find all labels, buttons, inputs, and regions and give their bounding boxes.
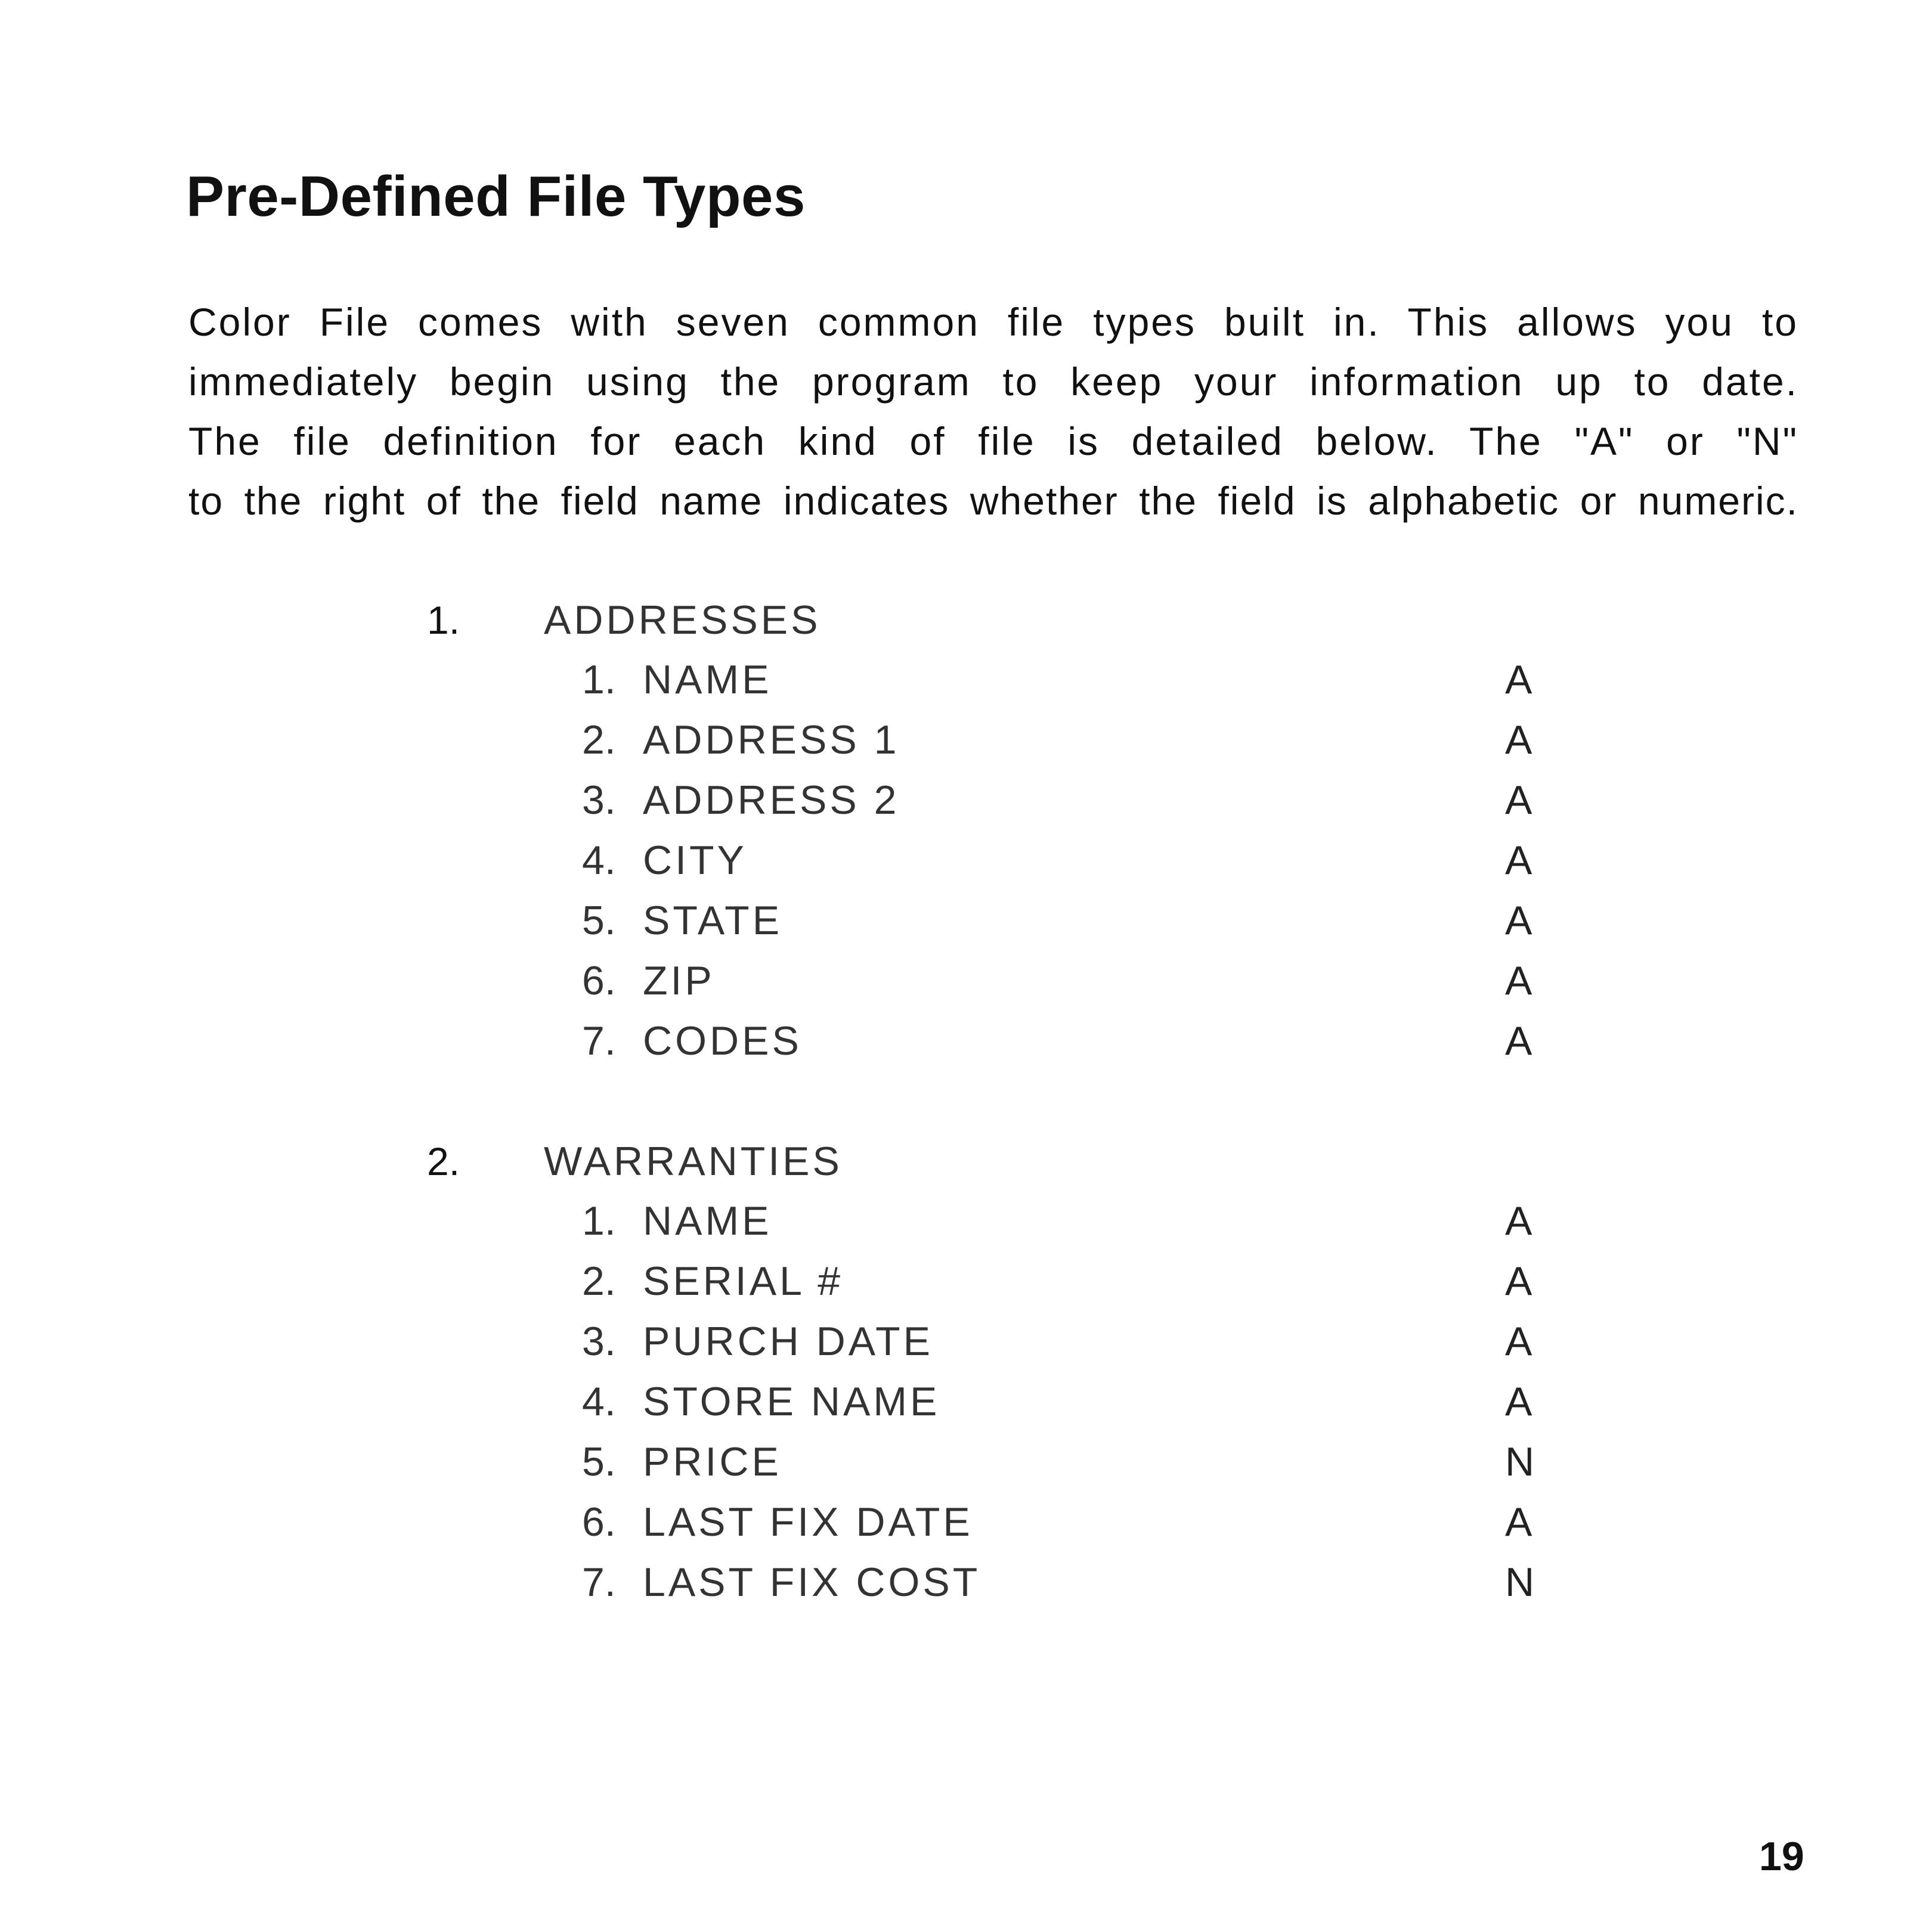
field-name: CODES — [643, 1018, 802, 1064]
file-type-addresses — [0, 590, 1932, 1071]
field-name: LAST FIX COST — [643, 1560, 981, 1605]
field-kind: A — [1505, 657, 1532, 702]
field-name: NAME — [643, 1198, 772, 1244]
field-number: 6. — [582, 958, 616, 1003]
field-number: 4. — [582, 1379, 616, 1424]
field-name: LAST FIX DATE — [643, 1499, 973, 1545]
page-title: Pre-Defined File Types — [186, 165, 806, 228]
field-kind: N — [1505, 1560, 1535, 1605]
field-number: 1. — [582, 1198, 616, 1244]
field-kind: A — [1505, 1018, 1532, 1064]
field-name: ADDRESS 2 — [643, 777, 900, 823]
field-number: 2. — [582, 717, 616, 763]
file-type-warranties — [0, 1132, 1932, 1613]
field-number: 2. — [582, 1259, 616, 1304]
field-kind: A — [1505, 838, 1532, 883]
intro-line: Color File comes with seven common file types built in. This allows you to — [188, 300, 1798, 344]
field-row — [0, 1312, 1932, 1372]
field-kind: A — [1505, 1198, 1532, 1244]
field-kind: N — [1505, 1439, 1535, 1484]
field-name: CITY — [643, 838, 747, 883]
file-type-header — [0, 1132, 1932, 1191]
field-row — [0, 891, 1932, 951]
field-number: 7. — [582, 1560, 616, 1605]
field-number: 6. — [582, 1499, 616, 1545]
file-type-name: WARRANTIES — [544, 1139, 843, 1184]
field-number: 4. — [582, 838, 616, 883]
field-name: STORE NAME — [643, 1379, 940, 1424]
field-row — [0, 650, 1932, 710]
field-number: 3. — [582, 1319, 616, 1364]
field-kind: A — [1505, 1379, 1532, 1424]
field-name: PURCH DATE — [643, 1319, 933, 1364]
field-number: 3. — [582, 777, 616, 823]
page-number: 19 — [1759, 1834, 1804, 1879]
field-row — [0, 1492, 1932, 1552]
field-number: 5. — [582, 898, 616, 943]
field-row — [0, 1432, 1932, 1492]
field-number: 1. — [582, 657, 616, 702]
field-number: 7. — [582, 1018, 616, 1064]
field-name: STATE — [643, 898, 783, 943]
field-row — [0, 1011, 1932, 1071]
field-row — [0, 710, 1932, 770]
field-name: ZIP — [643, 958, 715, 1003]
field-row — [0, 1372, 1932, 1432]
field-row — [0, 830, 1932, 891]
file-type-number: 2. — [427, 1139, 460, 1183]
field-kind: A — [1505, 1259, 1532, 1304]
intro-paragraph — [188, 292, 1798, 531]
field-row — [0, 1552, 1932, 1613]
field-kind: A — [1505, 1499, 1532, 1545]
field-row — [0, 1251, 1932, 1312]
field-kind: A — [1505, 777, 1532, 823]
field-list — [0, 1191, 1932, 1613]
field-list — [0, 650, 1932, 1071]
field-name: PRICE — [643, 1439, 782, 1484]
file-type-number: 1. — [427, 598, 460, 642]
field-row — [0, 1191, 1932, 1251]
intro-line: immediately begin using the program to keep your information up to date. — [188, 359, 1798, 404]
field-name: NAME — [643, 657, 772, 702]
field-row — [0, 951, 1932, 1011]
field-kind: A — [1505, 898, 1532, 943]
field-name: SERIAL # — [643, 1259, 844, 1304]
field-number: 5. — [582, 1439, 616, 1484]
intro-line: The file definition for each kind of file is detailed below. The "A" or "N" — [188, 419, 1798, 463]
field-kind: A — [1505, 958, 1532, 1003]
field-kind: A — [1505, 717, 1532, 763]
intro-line: to the right of the field name indicates whether the field is alphabetic or numeric. — [188, 479, 1798, 523]
field-name: ADDRESS 1 — [643, 717, 900, 763]
file-type-name: ADDRESSES — [544, 597, 821, 643]
field-kind: A — [1505, 1319, 1532, 1364]
field-row — [0, 770, 1932, 830]
file-type-header — [0, 590, 1932, 650]
